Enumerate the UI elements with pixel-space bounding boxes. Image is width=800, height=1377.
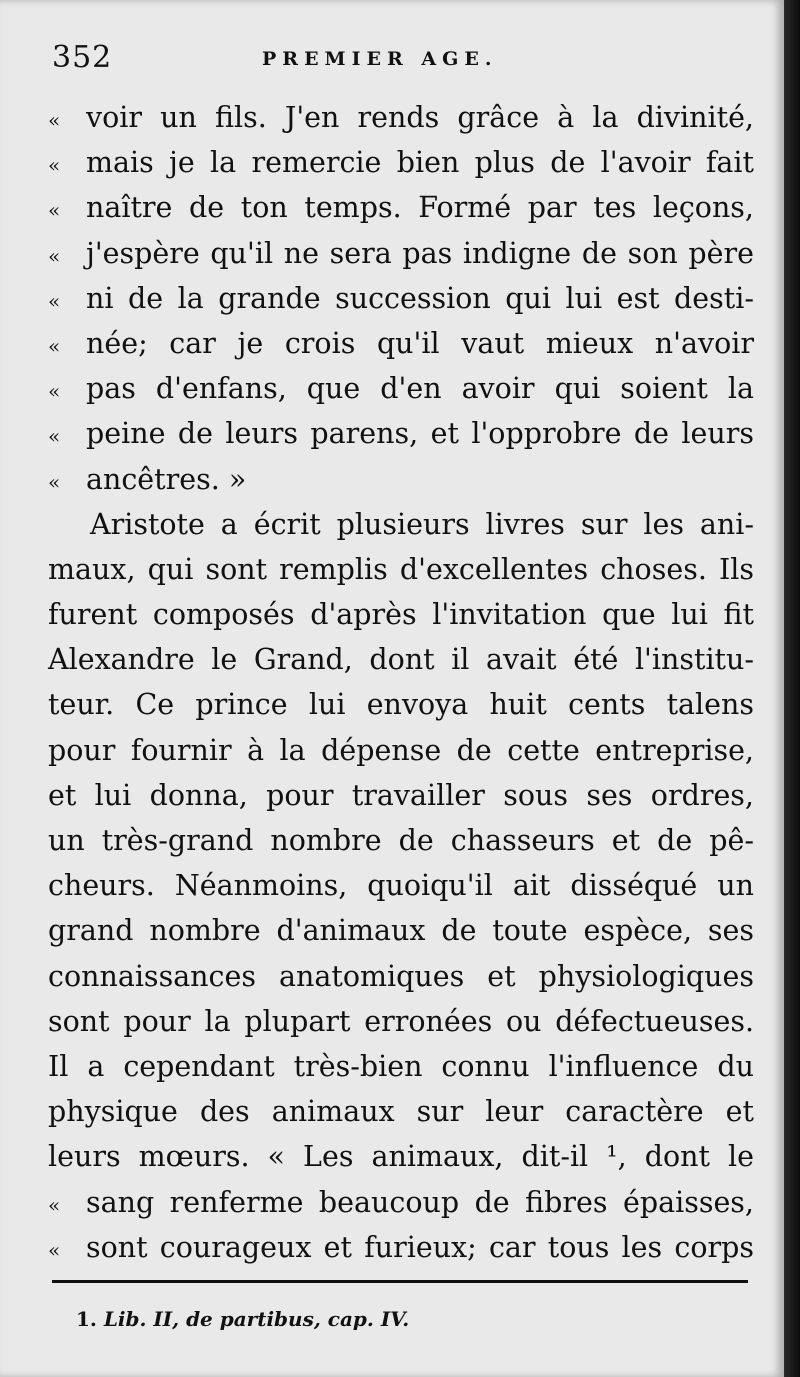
quote-mark: «	[48, 243, 61, 268]
quote-mark: «	[48, 1237, 61, 1262]
quote-mark: «	[48, 108, 61, 132]
line-text: j'espère qu'il ne sera pas indigne de son père	[86, 236, 754, 270]
page-number: 352	[52, 40, 113, 75]
page-header	[48, 38, 748, 88]
line-text: ni de la grande succession qui lui est desti-	[86, 281, 754, 315]
line-text: naître de ton temps. Formé par tes leçons,	[86, 191, 754, 225]
footnote-number: 1.	[76, 1307, 97, 1331]
text-line	[48, 276, 754, 321]
text-line: sont pour la plupart erronées ou défectueuses.	[48, 1004, 754, 1038]
text-line: connaissances anatomiques et physiologiques	[48, 959, 754, 993]
text-line: Alexandre le Grand, dont il avait été l'institu-	[48, 643, 754, 677]
text-line	[48, 1180, 754, 1225]
text-line: physique des animaux sur leur caractère et	[48, 1095, 754, 1129]
text-line	[48, 411, 754, 456]
text-line: Aristote a écrit plusieurs livres sur les ani-	[90, 507, 754, 541]
text-line	[48, 457, 754, 502]
text-line: cheurs. Néanmoins, quoiqu'il ait disséqué un	[48, 869, 754, 903]
text-line: et lui donna, pour travailler sous ses ordres,	[48, 778, 754, 812]
text-line: furent composés d'après l'invitation que lui fit	[48, 598, 754, 632]
quote-mark: «	[48, 379, 61, 404]
text-line	[48, 366, 754, 411]
footnote	[76, 1307, 409, 1331]
line-text: pas d'enfans, que d'en avoir qui soient la	[86, 372, 754, 406]
line-text: voir un fils. J'en rends grâce à la divinité,	[86, 101, 754, 134]
quote-mark: «	[48, 288, 61, 313]
text-line: leurs mœurs. « Les animaux, dit-il ¹, dont le	[48, 1140, 754, 1174]
text-line: maux, qui sont remplis d'excellentes choses. Ils	[48, 552, 754, 586]
text-line	[48, 321, 754, 366]
line-text: mais je la remercie bien plus de l'avoir fait	[86, 146, 754, 180]
text-line: pour fournir à la dépense de cette entreprise,	[48, 733, 754, 767]
line-text: sont courageux et furieux; car tous les corps	[86, 1230, 754, 1264]
text-line	[48, 1225, 754, 1270]
text-line: grand nombre d'animaux de toute espèce, ses	[48, 914, 754, 948]
page-edge	[784, 0, 800, 1377]
text-line: teur. Ce prince lui envoya huit cents talens	[48, 688, 754, 722]
quote-mark: «	[48, 153, 61, 178]
running-head: PREMIER AGE.	[262, 48, 498, 70]
quote-mark: «	[48, 1192, 61, 1217]
quote-mark: «	[48, 333, 61, 358]
quote-mark: «	[48, 469, 61, 494]
line-text: peine de leurs parens, et l'opprobre de leurs	[86, 417, 754, 451]
line-text: née; car je crois qu'il vaut mieux n'avoir	[86, 326, 754, 360]
text-line: un très-grand nombre de chasseurs et de pê-	[48, 824, 754, 857]
body-text	[48, 95, 754, 1270]
text-line	[48, 140, 754, 185]
footnote-text: Lib. II, de partibus, cap. IV.	[103, 1307, 410, 1331]
text-line: Il a cependant très-bien connu l'influence du	[48, 1049, 754, 1083]
text-line	[48, 231, 754, 276]
text-line	[48, 95, 754, 140]
quote-mark: «	[48, 424, 61, 449]
text-line	[48, 185, 754, 230]
line-text: sang renferme beaucoup de fibres épaisses,	[86, 1185, 754, 1219]
line-text: ancêtres. »	[86, 462, 247, 496]
footnote-rule	[52, 1280, 748, 1283]
quote-mark: «	[48, 198, 61, 223]
